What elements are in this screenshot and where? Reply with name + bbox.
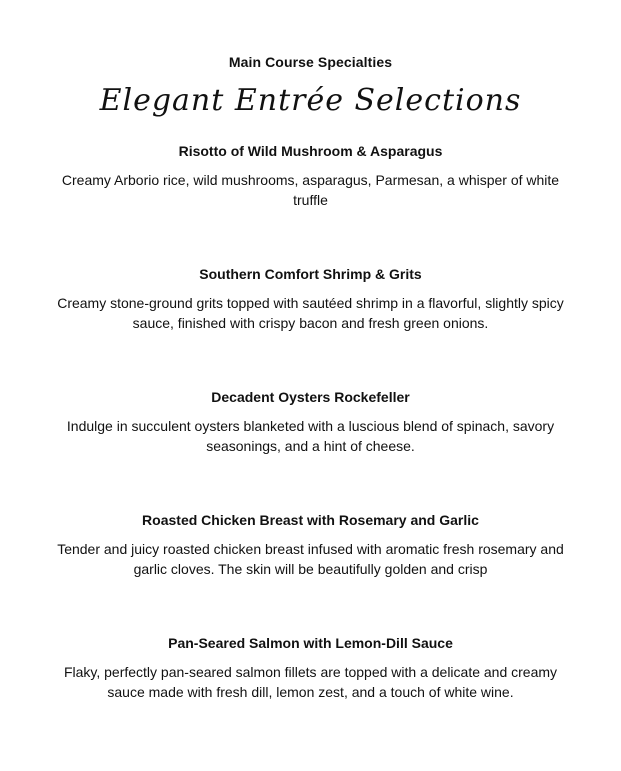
page-subtitle-script: Elegant Entrée Selections: [99, 83, 522, 118]
menu-list: [0, 143, 621, 702]
menu-item-description: Creamy Arborio rice, wild mushrooms, asparagus, Parmesan, a whisper of white truffle: [61, 172, 560, 208]
menu-item-name: Southern Comfort Shrimp & Grits: [199, 266, 422, 282]
page-title: Main Course Specialties: [228, 54, 393, 70]
menu-item-description: Creamy stone-ground grits topped with sautéed shrimp in a flavorful, slightly spicy sauce, finished with crispy bacon and fresh green onions.: [57, 295, 564, 331]
menu-item-description: Flaky, perfectly pan-seared salmon fillets are topped with a delicate and creamy sauce made with fresh dill, lemon zest, and a touch of white wine.: [63, 664, 558, 700]
menu-item: [41, 512, 581, 579]
menu-item: [41, 143, 581, 210]
menu-item: [41, 635, 581, 702]
menu-item-description: Indulge in succulent oysters blanketed with a luscious blend of spinach, savory seasonings, and a hint of cheese.: [66, 418, 555, 454]
menu-item-description: Tender and juicy roasted chicken breast infused with aromatic fresh rosemary and garlic cloves. The skin will be beautifully golden and crisp: [57, 541, 564, 577]
menu-item-name: Pan-Seared Salmon with Lemon-Dill Sauce: [168, 635, 453, 651]
menu-item-name: Decadent Oysters Rockefeller: [211, 389, 410, 405]
menu-item: [41, 389, 581, 456]
menu-item: [41, 266, 581, 333]
menu-item-name: Roasted Chicken Breast with Rosemary and Garlic: [142, 512, 479, 528]
menu-item-name: Risotto of Wild Mushroom & Asparagus: [178, 143, 443, 159]
